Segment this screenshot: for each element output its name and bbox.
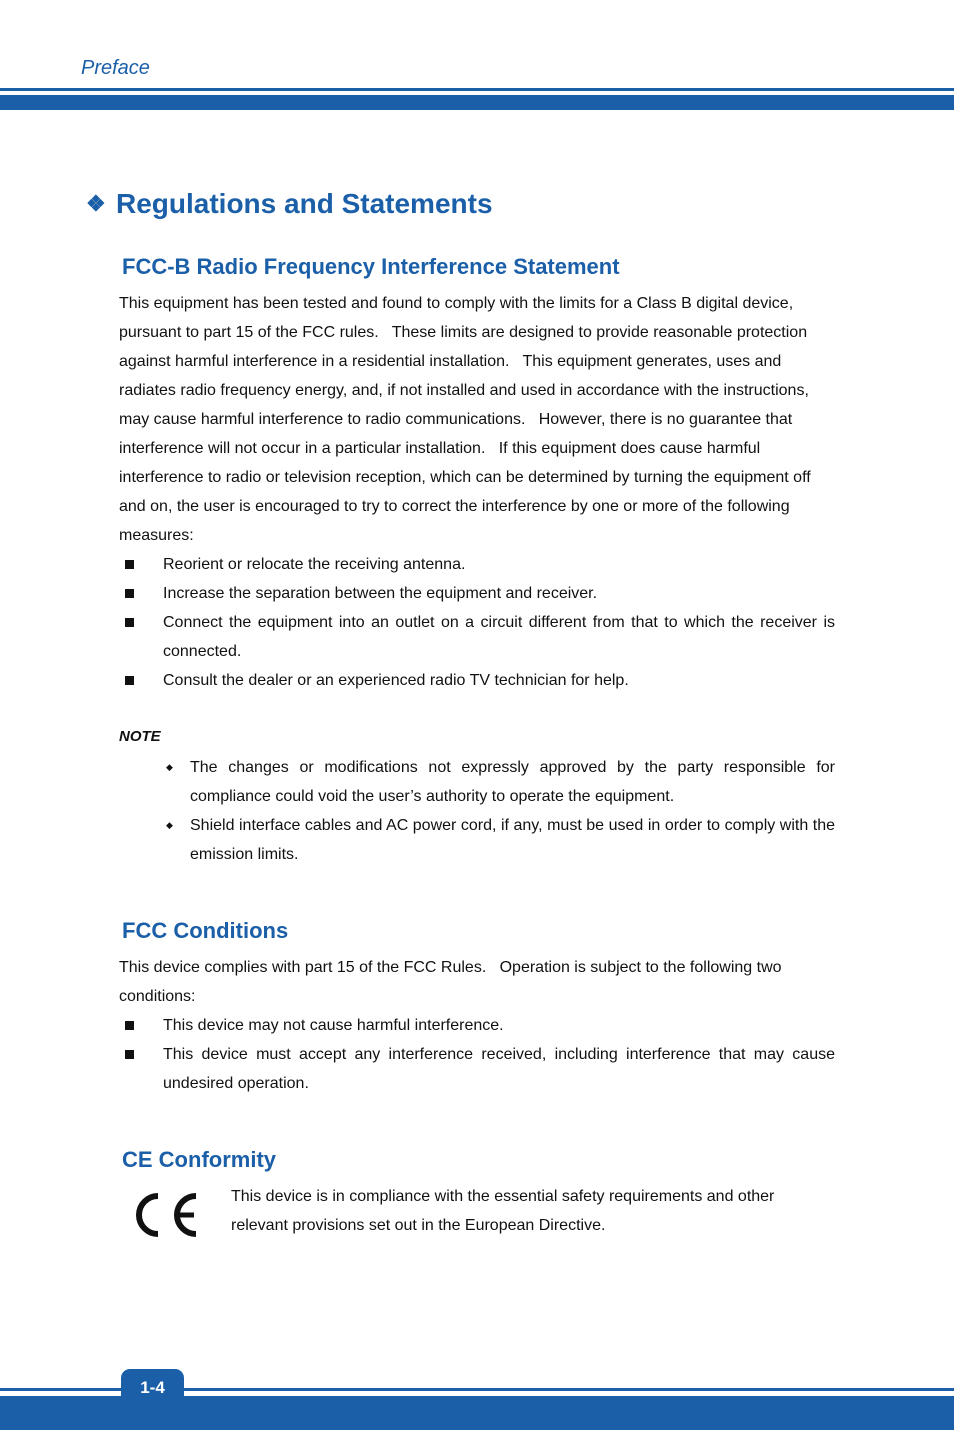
note-list <box>0 753 954 869</box>
diamond-bullet-icon: ◆ <box>166 762 173 772</box>
list-item: ◆ The changes or modifications not expressly approved by the party responsible for compliance could void the user’s authority to operate the equipment. <box>0 753 835 811</box>
list-item: Consult the dealer or an experienced radio TV technician for help. <box>0 666 835 695</box>
section-heading <box>86 188 493 220</box>
fccb-heading: FCC-B Radio Frequency Interference Statement <box>122 254 620 279</box>
list-item: ◆ Shield interface cables and AC power cord, if any, must be used in order to comply with the emission limits. <box>0 811 835 869</box>
square-bullet-icon <box>125 589 134 598</box>
square-bullet-icon <box>125 676 134 685</box>
fccb-paragraph: This equipment has been tested and found to comply with the limits for a Class B digital device, pursuant to part 15 of the FCC rules. These limits are designed to provide reasonable protection against harmful interference in a residential installation. This equipment generates, uses and radiates radio frequency energy, and, if not installed and used in accordance with the instructions, may cause harmful interference to radio communications. However, there is no guarantee that interference will not occur in a particular installation. If this equipment does cause harmful interference to radio or television reception, which can be determined by turning the equipment off and on, the user is encouraged to try to correct the interference by one or more of the following measures: <box>119 295 816 544</box>
fcc-conditions-heading: FCC Conditions <box>122 918 289 943</box>
list-item: This device must accept any interference received, including interference that may cause undesired operation. <box>0 1040 835 1098</box>
diamond-bullet-icon: ◆ <box>166 820 173 830</box>
square-bullet-icon <box>125 618 134 627</box>
page-number: 1-4 <box>121 1369 184 1405</box>
header-rule-thick <box>0 95 954 110</box>
ce-statement: This device is in compliance with the essential safety requirements and other relevant provisions set out in the European Directive. <box>231 1188 775 1234</box>
fcc-conditions-paragraph: This device complies with part 15 of the FCC Rules. Operation is subject to the following two conditions: <box>119 959 786 1005</box>
square-bullet-icon <box>125 1021 134 1030</box>
ce-mark-icon <box>130 1190 198 1240</box>
fcc-conditions-list <box>0 1011 954 1098</box>
running-header-title: Preface <box>81 57 150 79</box>
note-label: NOTE <box>119 728 161 745</box>
header-rule-thin <box>0 88 954 91</box>
list-item: This device may not cause harmful interference. <box>0 1011 835 1040</box>
section-heading-text: Regulations and Statements <box>116 188 493 219</box>
list-item: Increase the separation between the equipment and receiver. <box>0 579 835 608</box>
fccb-measures-list <box>0 550 954 695</box>
list-item: Connect the equipment into an outlet on a circuit different from that to which the receiver is connected. <box>0 608 835 666</box>
ce-heading: CE Conformity <box>122 1147 276 1172</box>
list-item: Reorient or relocate the receiving antenna. <box>0 550 835 579</box>
square-bullet-icon <box>125 560 134 569</box>
square-bullet-icon <box>125 1050 134 1059</box>
four-diamond-icon: ❖ <box>86 191 106 216</box>
